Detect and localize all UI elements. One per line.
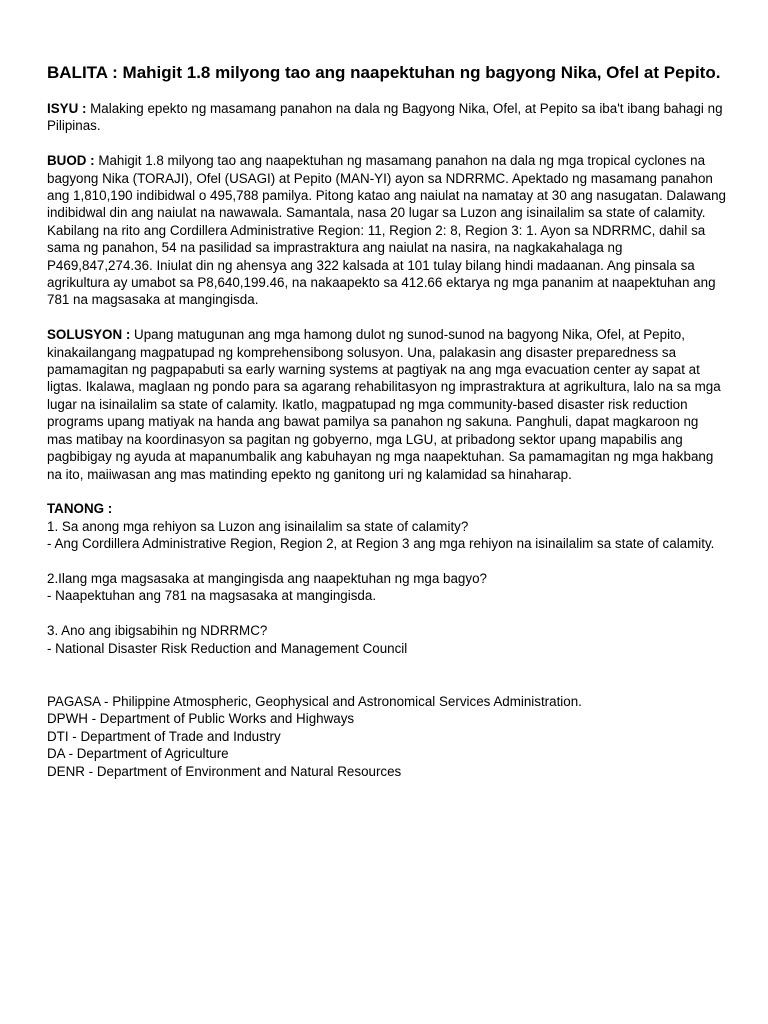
buod-paragraph [47, 152, 727, 309]
acronym-da: DA - Department of Agriculture [47, 746, 229, 762]
news-title: BALITA : Mahigit 1.8 milyong tao ang naapektuhan ng bagyong Nika, Ofel at Pepito. [47, 63, 721, 82]
document-page [47, 62, 727, 797]
tanong-label: TANONG : [47, 501, 113, 517]
tanong-section [47, 500, 727, 780]
spacer [47, 657, 727, 693]
buod-label: BUOD : [47, 153, 95, 169]
question-2: 2.Ilang mga magsasaka at mangingisda ang naapektuhan ng mga bagyo? [47, 570, 487, 586]
spacer [47, 553, 727, 570]
solusyon-paragraph [47, 326, 727, 483]
spacer [47, 605, 727, 622]
answer-2: - Naapektuhan ang 781 na magsasaka at mangingisda. [47, 588, 377, 604]
acronym-dpwh: DPWH - Department of Public Works and Highways [47, 711, 355, 727]
solusyon-label: SOLUSYON : [47, 327, 131, 343]
isyu-text: Malaking epekto ng masamang panahon na dala ng Bagyong Nika, Ofel, at Pepito sa iba't ibang bahagi ng Pilipinas. [47, 101, 723, 134]
question-1: 1. Sa anong mga rehiyon sa Luzon ang isinailalim sa state of calamity? [47, 518, 469, 534]
question-3: 3. Ano ang ibigsabihin ng NDRRMC? [47, 623, 268, 639]
answer-1: - Ang Cordillera Administrative Region, Region 2, at Region 3 ang mga rehiyon na isinailalim sa state of calamity. [47, 536, 715, 552]
answer-3: - National Disaster Risk Reduction and Management Council [47, 640, 408, 656]
isyu-label: ISYU : [47, 101, 87, 116]
acronym-denr: DENR - Department of Environment and Natural Resources [47, 763, 402, 779]
acronym-dti: DTI - Department of Trade and Industry [47, 728, 281, 744]
buod-text: Mahigit 1.8 milyong tao ang naapektuhan ng masamang panahon na dala ng mga tropical cyclones na bagyong Nika (TORAJI), Ofel (USAGI) at Pepito (MAN-YI) ayon sa NDRRMC. Apektado ng masamang panahon ang 1,810,190 indibidwal o 495,788 pamilya. Pitong katao ang naiulat na namatay at 30 ang nasugatan. Dalawang indibidwal din ang naiulat na nawawala. Samantala, nasa 20 lugar sa Luzon ang isinailalim sa state of calamity. Kabilang na rito ang Cordillera Administrative Region: 11, Region 2: 8, Region 3: 1. Ayon sa NDRRMC, dahil sa sama ng panahon, 54 na pasilidad sa imprastraktura ang naiulat na nasira, na nagkakahalaga ng P469,847,274.36. Iniulat din ng ahensya ang 322 kalsada at 101 tulay bilang hindi madaanan. Ang pinsala sa agrikultura ay umabot sa P8,640,199.46, na nakaapekto sa 412.66 ektarya ng mga pananim at naapektuhan ang 781 na magsasaka at mangingisda. [47, 153, 726, 308]
isyu-paragraph [47, 100, 727, 135]
acronym-pagasa: PAGASA - Philippine Atmospheric, Geophysical and Astronomical Services Administration. [47, 693, 582, 709]
solusyon-text: Upang matugunan ang mga hamong dulot ng sunod-sunod na bagyong Nika, Ofel, at Pepito, kinakailangang magpatupad ng komprehensibong solusyon. Una, palakasin ang disaster preparedness sa pamamagitan ng pagpapabuti sa early warning systems at pagtiyak na ang mga evacuation center ay sapat at ligtas. Ikalawa, maglaan ng pondo para sa agarang rehabilitasyon ng imprastraktura at agrikultura, lalo na sa mga lugar na isinailalim sa state of calamity. Ikatlo, magpatupad ng mga community-based disaster risk reduction programs upang matiyak na handa ang bawat pamilya sa panahon ng sakuna. Panghuli, dapat magkaroon ng mas matibay na koordinasyon sa pagitan ng gobyerno, mga LGU, at pribadong sektor upang mapabilis ang pagbibigay ng ayuda at mapanumbalik ang kabuhayan ng mga naapektuhan. Sa pamamagitan ng mga hakbang na ito, maiiwasan ang mas matinding epekto ng ganitong uri ng kalamidad sa hinaharap. [47, 327, 721, 482]
